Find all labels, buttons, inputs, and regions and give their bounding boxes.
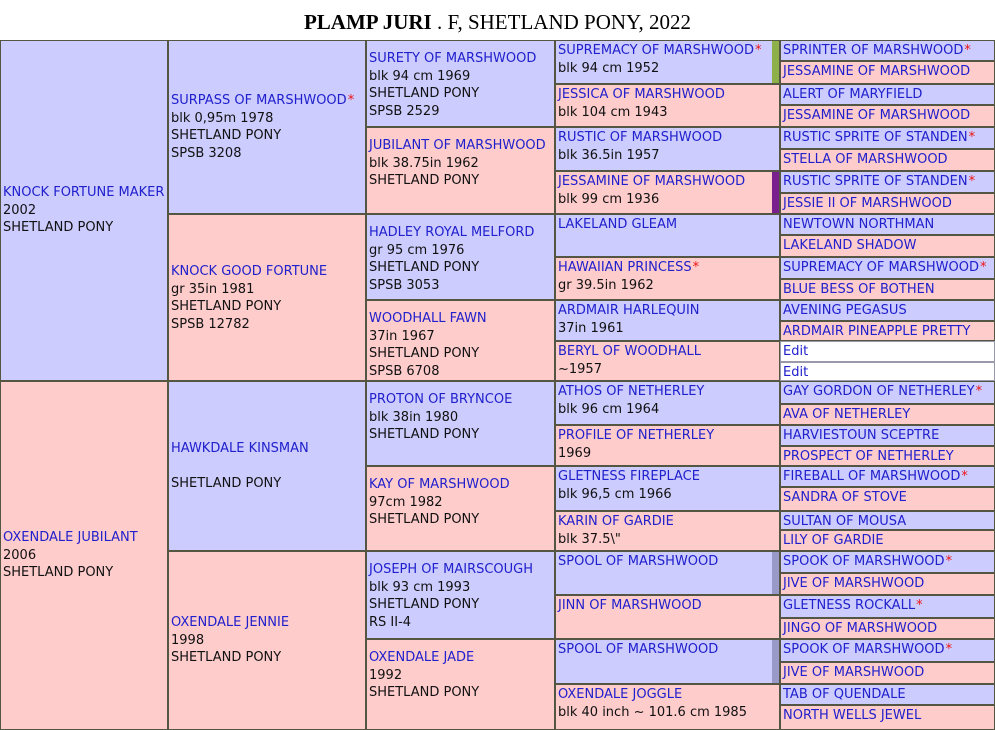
horse-detail: blk 104 cm 1943 xyxy=(558,104,668,120)
pedigree-cell-gen5-19 xyxy=(780,446,995,466)
horse-name-link[interactable]: HAWKDALE KINSMAN xyxy=(171,441,309,456)
horse-detail: SHETLAND PONY xyxy=(369,260,480,275)
horse-detail: SHETLAND PONY xyxy=(171,476,282,491)
horse-detail: SPSB 3053 xyxy=(369,277,440,293)
horse-name-link[interactable]: PROFILE OF NETHERLEY xyxy=(558,428,715,443)
pedigree-cell-gen4-11 xyxy=(555,511,780,551)
horse-detail: blk 94 cm 1952 xyxy=(558,60,660,76)
pedigree-cell-gen5-31 xyxy=(780,705,995,730)
horse-detail: blk 93 cm 1993 xyxy=(369,579,471,595)
page-title xyxy=(0,0,995,40)
pedigree-cell-gen4-3 xyxy=(555,171,780,214)
pedigree-cell-gen5-14 xyxy=(780,341,995,362)
horse-name-link[interactable]: ALERT OF MARYFIELD xyxy=(783,87,923,102)
horse-name-link[interactable]: FIREBALL OF MARSHWOOD* xyxy=(783,469,968,484)
horse-name-link[interactable]: SULTAN OF MOUSA xyxy=(783,514,907,529)
pedigree-cell-gen1-1 xyxy=(0,381,168,730)
horse-name-link[interactable]: BLUE BESS OF BOTHEN xyxy=(783,282,935,297)
horse-detail: SHETLAND PONY xyxy=(369,685,480,700)
star-icon: * xyxy=(968,174,976,189)
pedigree-cell-gen5-9 xyxy=(780,235,995,257)
pedigree-cell-gen5-5 xyxy=(780,149,995,171)
horse-detail: blk 38in 1980 xyxy=(369,409,459,425)
horse-detail: blk 38.75in 1962 xyxy=(369,155,479,171)
star-icon: * xyxy=(755,43,762,58)
horse-name-link[interactable]: GLETNESS ROCKALL* xyxy=(783,598,923,613)
pedigree-cell-gen5-26 xyxy=(780,595,995,618)
horse-name-link[interactable]: OXENDALE JADE xyxy=(369,650,475,665)
horse-name-link[interactable]: KAY OF MARSHWOOD xyxy=(369,477,510,492)
horse-detail: SHETLAND PONY xyxy=(171,650,282,665)
horse-detail: SHETLAND PONY xyxy=(369,346,480,361)
pedigree-cell-gen4-1 xyxy=(555,84,780,127)
horse-name-link[interactable]: STELLA OF MARSHWOOD xyxy=(783,152,948,167)
horse-name-link[interactable]: BERYL OF WOODHALL xyxy=(558,344,701,359)
pedigree-cell-gen4-9 xyxy=(555,425,780,466)
pedigree-cell-gen4-10 xyxy=(555,466,780,511)
horse-name-link[interactable]: SANDRA OF STOVE xyxy=(783,490,907,505)
edit-link[interactable]: Edit xyxy=(783,365,809,380)
pedigree-cell-gen5-1 xyxy=(780,61,995,84)
horse-name-link[interactable]: HAWAIIAN PRINCESS* xyxy=(558,260,700,275)
star-icon: * xyxy=(980,260,987,275)
horse-detail: SHETLAND PONY xyxy=(3,565,114,580)
star-icon: * xyxy=(347,93,355,108)
horse-name-link[interactable]: KNOCK FORTUNE MAKER xyxy=(3,185,165,200)
horse-name-link[interactable]: SPOOK OF MARSHWOOD* xyxy=(783,642,953,657)
horse-detail: blk 36.5in 1957 xyxy=(558,147,660,163)
pedigree-cell-gen5-16 xyxy=(780,381,995,404)
pedigree-cell-gen4-13 xyxy=(555,595,780,639)
horse-detail: 97cm 1982 xyxy=(369,494,443,510)
pedigree-cell-gen4-2 xyxy=(555,127,780,171)
horse-name-link[interactable]: ARDMAIR PINEAPPLE PRETTY xyxy=(783,324,971,339)
horse-name-link[interactable]: JINGO OF MARSHWOOD xyxy=(783,621,938,636)
horse-name-link[interactable]: RUSTIC OF MARSHWOOD xyxy=(558,130,723,145)
horse-name-link[interactable]: SPRINTER OF MARSHWOOD* xyxy=(783,43,971,58)
pedigree-cell-gen4-5 xyxy=(555,257,780,300)
horse-name-link[interactable]: WOODHALL FAWN xyxy=(369,311,487,326)
pedigree-cell-gen5-25 xyxy=(780,573,995,595)
horse-name-link[interactable]: SUPREMACY OF MARSHWOOD* xyxy=(558,43,762,58)
pedigree-cell-gen5-8 xyxy=(780,214,995,235)
pedigree-cell-gen3-5 xyxy=(366,466,555,551)
horse-detail: SPSB 12782 xyxy=(171,316,250,332)
horse-detail: 37in 1961 xyxy=(558,320,624,336)
star-icon: * xyxy=(975,384,983,399)
horse-detail xyxy=(171,458,365,476)
horse-name-link[interactable]: ARDMAIR HARLEQUIN xyxy=(558,303,700,318)
pedigree-cell-gen5-13 xyxy=(780,321,995,341)
horse-name-link[interactable]: LAKELAND SHADOW xyxy=(783,238,917,253)
horse-detail: blk 96 cm 1964 xyxy=(558,401,660,417)
pedigree-cell-gen2-3 xyxy=(168,551,366,730)
pedigree-cell-gen2-1 xyxy=(168,214,366,381)
horse-detail: SHETLAND PONY xyxy=(369,173,480,188)
horse-detail: blk 94 cm 1969 xyxy=(369,68,471,84)
horse-name-link[interactable]: SPOOL OF MARSHWOOD xyxy=(558,554,719,569)
pedigree-cell-gen4-15 xyxy=(555,684,780,730)
horse-name-link[interactable]: RUSTIC SPRITE OF STANDEN* xyxy=(783,174,976,189)
horse-detail: blk 0,95m 1978 xyxy=(171,110,274,126)
pedigree-cell-gen5-24 xyxy=(780,551,995,573)
pedigree-cell-gen5-27 xyxy=(780,618,995,639)
horse-detail: SHETLAND PONY xyxy=(369,597,480,612)
horse-name-link[interactable]: OXENDALE JENNIE xyxy=(171,615,290,630)
horse-detail: 1998 xyxy=(171,632,205,648)
horse-summary: . F, SHETLAND PONY, 2022 xyxy=(431,10,692,34)
horse-detail: blk 96,5 cm 1966 xyxy=(558,486,672,502)
edit-link[interactable]: Edit xyxy=(783,344,809,359)
horse-name-link[interactable]: JESSIE II OF MARSHWOOD xyxy=(783,196,952,211)
pedigree-cell-gen5-3 xyxy=(780,105,995,127)
horse-detail: 2002 xyxy=(3,202,37,218)
horse-name-link[interactable]: JINN OF MARSHWOOD xyxy=(558,598,702,613)
pedigree-cell-gen5-22 xyxy=(780,511,995,530)
pedigree-cell-gen5-2 xyxy=(780,84,995,105)
horse-name-link[interactable]: LILY OF GARDIE xyxy=(783,533,884,548)
star-icon: * xyxy=(692,260,700,275)
horse-detail: SPSB 3208 xyxy=(171,145,242,161)
pedigree-cell-gen5-6 xyxy=(780,171,995,193)
horse-name-link[interactable]: GLETNESS FIREPLACE xyxy=(558,469,700,484)
horse-detail: SHETLAND PONY xyxy=(3,220,114,235)
horse-detail: gr 95 cm 1976 xyxy=(369,242,465,258)
pedigree-cell-gen5-15 xyxy=(780,362,995,381)
horse-detail: blk 37.5\" xyxy=(558,531,621,547)
horse-name-link[interactable]: LAKELAND GLEAM xyxy=(558,217,678,232)
horse-detail: ~1957 xyxy=(558,361,602,377)
horse-detail: SHETLAND PONY xyxy=(171,299,282,314)
horse-name-link[interactable]: HARVIESTOUN SCEPTRE xyxy=(783,428,940,443)
horse-detail: SPSB 2529 xyxy=(369,103,440,119)
horse-name-link[interactable]: SPOOL OF MARSHWOOD xyxy=(558,642,719,657)
horse-detail: SHETLAND PONY xyxy=(369,86,480,101)
pedigree-cell-gen5-11 xyxy=(780,279,995,300)
horse-name-link[interactable]: AVENING PEGASUS xyxy=(783,303,907,318)
pedigree-cell-gen4-0 xyxy=(555,40,780,84)
pedigree-cell-gen3-6 xyxy=(366,551,555,639)
pedigree-cell-gen1-0 xyxy=(0,40,168,381)
pedigree-cell-gen5-20 xyxy=(780,466,995,487)
horse-name-link[interactable]: GAY GORDON OF NETHERLEY* xyxy=(783,384,983,399)
star-icon: * xyxy=(945,642,953,657)
pedigree-cell-gen3-0 xyxy=(366,40,555,127)
horse-name-link[interactable]: NORTH WELLS JEWEL xyxy=(783,708,922,723)
horse-detail: gr 39.5in 1962 xyxy=(558,277,654,293)
pedigree-cell-gen5-18 xyxy=(780,425,995,446)
horse-detail: SPSB 6708 xyxy=(369,363,440,379)
pedigree-cell-gen4-12 xyxy=(555,551,780,595)
horse-name-link[interactable]: HADLEY ROYAL MELFORD xyxy=(369,225,535,240)
horse-detail: SHETLAND PONY xyxy=(369,512,480,527)
color-marker xyxy=(772,552,779,594)
color-marker xyxy=(772,41,779,83)
star-icon: * xyxy=(945,554,953,569)
horse-name-link[interactable]: SURETY OF MARSHWOOD xyxy=(369,51,537,66)
horse-detail: 37in 1967 xyxy=(369,328,435,344)
pedigree-cell-gen4-8 xyxy=(555,381,780,425)
pedigree-cell-gen4-4 xyxy=(555,214,780,257)
horse-name-link[interactable]: KNOCK GOOD FORTUNE xyxy=(171,264,328,279)
horse-name-link[interactable]: JESSICA OF MARSHWOOD xyxy=(558,87,725,102)
horse-name-link[interactable]: OXENDALE JUBILANT xyxy=(3,530,138,545)
horse-name-link[interactable]: OXENDALE JOGGLE xyxy=(558,687,683,702)
star-icon: * xyxy=(964,43,971,58)
pedigree-cell-gen2-0 xyxy=(168,40,366,214)
horse-name-link[interactable]: TAB OF QUENDALE xyxy=(783,687,906,702)
pedigree-cell-gen2-2 xyxy=(168,381,366,551)
pedigree-tree xyxy=(0,40,995,723)
horse-name-link[interactable]: JESSAMINE OF MARSHWOOD xyxy=(558,174,746,189)
pedigree-cell-gen5-21 xyxy=(780,487,995,511)
horse-name-link[interactable]: KARIN OF GARDIE xyxy=(558,514,674,529)
pedigree-cell-gen5-12 xyxy=(780,300,995,321)
pedigree-cell-gen5-23 xyxy=(780,530,995,551)
horse-name-link[interactable]: SURPASS OF MARSHWOOD* xyxy=(171,93,355,108)
horse-detail: SHETLAND PONY xyxy=(369,427,480,442)
pedigree-cell-gen5-10 xyxy=(780,257,995,279)
horse-name-link[interactable]: JESSAMINE OF MARSHWOOD xyxy=(783,64,971,79)
horse-detail: 1992 xyxy=(369,667,403,683)
horse-name-link[interactable]: PROSPECT OF NETHERLEY xyxy=(783,449,954,464)
horse-name-link[interactable]: SPOOK OF MARSHWOOD* xyxy=(783,554,953,569)
horse-name-link[interactable]: JIVE OF MARSHWOOD xyxy=(783,576,925,591)
horse-detail: RS II-4 xyxy=(369,614,412,630)
horse-name-link[interactable]: SUPREMACY OF MARSHWOOD* xyxy=(783,260,987,275)
star-icon: * xyxy=(968,130,976,145)
horse-name-link[interactable]: ATHOS OF NETHERLEY xyxy=(558,384,705,399)
horse-name-link[interactable]: AVA OF NETHERLEY xyxy=(783,407,911,422)
star-icon: * xyxy=(916,598,923,613)
star-icon: * xyxy=(961,469,968,484)
pedigree-cell-gen5-29 xyxy=(780,662,995,684)
color-marker xyxy=(772,640,779,683)
pedigree-cell-gen3-3 xyxy=(366,300,555,381)
pedigree-cell-gen4-6 xyxy=(555,300,780,341)
pedigree-cell-gen5-30 xyxy=(780,684,995,705)
horse-detail: SHETLAND PONY xyxy=(171,128,282,143)
pedigree-cell-gen5-28 xyxy=(780,639,995,662)
pedigree-cell-gen5-17 xyxy=(780,404,995,425)
pedigree-cell-gen3-4 xyxy=(366,381,555,466)
horse-name-link[interactable]: JESSAMINE OF MARSHWOOD xyxy=(783,108,971,123)
pedigree-cell-gen4-14 xyxy=(555,639,780,684)
horse-name-link[interactable]: JOSEPH OF MAIRSCOUGH xyxy=(369,562,534,577)
pedigree-cell-gen5-0 xyxy=(780,40,995,61)
pedigree-cell-gen5-7 xyxy=(780,193,995,214)
horse-detail: 2006 xyxy=(3,547,37,563)
horse-detail: 1969 xyxy=(558,445,592,461)
pedigree-cell-gen4-7 xyxy=(555,341,780,381)
horse-name-link[interactable]: JUBILANT OF MARSHWOOD xyxy=(369,138,546,153)
pedigree-cell-gen3-1 xyxy=(366,127,555,214)
pedigree-cell-gen3-2 xyxy=(366,214,555,300)
horse-name-link[interactable]: PROTON OF BRYNCOE xyxy=(369,392,513,407)
horse-detail: blk 40 inch ~ 101.6 cm 1985 xyxy=(558,704,747,720)
pedigree-cell-gen3-7 xyxy=(366,639,555,730)
pedigree-cell-gen5-4 xyxy=(780,127,995,149)
horse-detail: gr 35in 1981 xyxy=(171,281,255,297)
horse-name-link[interactable]: JIVE OF MARSHWOOD xyxy=(783,665,925,680)
color-marker xyxy=(772,172,779,213)
horse-detail: blk 99 cm 1936 xyxy=(558,191,660,207)
horse-name-link[interactable]: NEWTOWN NORTHMAN xyxy=(783,217,935,232)
horse-name-link[interactable]: RUSTIC SPRITE OF STANDEN* xyxy=(783,130,976,145)
horse-name: PLAMP JURI xyxy=(303,10,432,34)
